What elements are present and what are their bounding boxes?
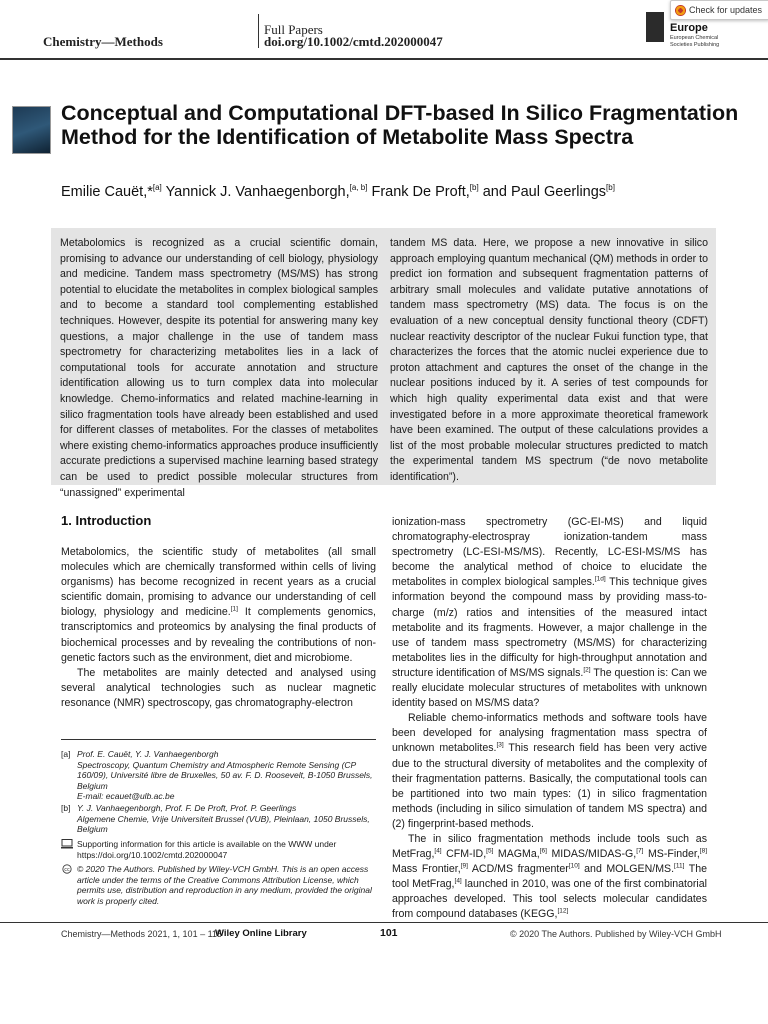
supporting-info-note	[61, 839, 381, 860]
paragraph-text: MS-Finder,	[643, 848, 700, 861]
author-affiliation: [a, b]	[349, 183, 368, 192]
publisher-logo-icon	[646, 12, 664, 42]
copyright-text: © 2020 The Authors. Published by Wiley-VCH GmbH. This is an open access article under the terms of the Creative Commons Attribution License, which permits use, distribution and reproduction in any medium, provided the original work is properly cited.	[77, 864, 372, 906]
author-name: Frank De Proft,	[371, 183, 470, 200]
body-column-left	[61, 545, 376, 711]
paragraph-text: The tool MetFrag,	[392, 863, 707, 891]
paragraph: The metabolites are mainly detected and analysed using several analytical technologies such as nuclear magnetic resonance (NMR) spectroscopy, gas chromatography-electron	[61, 666, 376, 709]
paragraph-text: The question is: Can we really elucidate molecular structures of metabolites with unknown identity based on MS/MS data?	[392, 666, 707, 710]
footer-copyright: © 2020 The Authors. Published by Wiley-VCH GmbH	[510, 929, 722, 939]
abstract-column-right: tandem MS data. Here, we propose a new innovative in silico approach employing quantum mechanical (QM) methods in order to predict ion formation and subsequent fragmentation patterns of arbitrary small molecules and validate putative annotations of tandem mass spectrometry (MS) data. The focus is on the evaluation of a new conceptual density functional theory (CDFT) nuclear reactivity descriptor of the nuclear Fukui function type, that characterizes the forces that the atomic nuclei experience due to proton attachment and captures the onset of the change in the nuclear positions induced by it. A series of test compounds for which high quality experimental data exist and that were investigated before in a more approximate theoretical framework have been examined. The output of these calculations provides a list of the most probable molecular structures predicted to match the experimental tandem MS spectrum (“de novo metabolite identification”).	[390, 237, 708, 483]
paragraph-text: This research field has been very active due to the structural diversity of metabolites and the complexity of their fragmentation patterns. Basically, the computational tools can be partitioned into two main types: (1) in silico fragmentation methods (including in silico simulation of tandem MS spectra) and (2) fingerprint-based methods.	[392, 742, 707, 830]
affiliation-address: Algemene Chemie, Vrije Universiteit Brussel (VUB), Pleinlaan, 1050 Brussels, Belgium	[77, 813, 370, 834]
paragraph-text: Metabolomics, the scientific study of metabolites (all small molecules which are chemically transformed within cells of living organisms) has become recognized in recent years as a crucial scientific domain, promising to advance our understanding of cell biology, physiology and medicine.	[61, 546, 376, 619]
citation-ref[interactable]: [1]	[230, 605, 238, 613]
affiliation-names: Prof. E. Cauët, Y. J. Vanhaegenborgh	[77, 749, 219, 759]
author-name: Yannick J. Vanhaegenborgh,	[165, 183, 350, 200]
citation-ref[interactable]: [5]	[486, 847, 494, 855]
citation-ref[interactable]: [10]	[568, 862, 580, 870]
paragraph-text: ACD/MS fragmenter	[467, 863, 569, 876]
wiley-online-library-link[interactable]: Wiley Online Library	[215, 928, 307, 939]
section-heading: 1. Introduction	[61, 513, 152, 528]
footnote-tag: [b]	[61, 803, 71, 813]
citation-ref[interactable]: [11]	[674, 862, 685, 870]
paragraph-text: ionization-mass spectrometry (GC-EI-MS) and liquid chromatography-electrospray ionization-tandem mass spectrometry (LC-ESI-MS/MS). Recently, LC-ESI-MS/MS has become the analytical method of choice to elucidate the metabolites in complex biological samples.	[392, 516, 707, 589]
citation-ref[interactable]: [7]	[636, 847, 644, 855]
supporting-info-text[interactable]: Supporting information for this article is available on the WWW under https://doi.org/10.1002/cmtd.202000047	[77, 839, 337, 860]
author-list	[61, 183, 615, 200]
section-label: Full Papers	[264, 22, 323, 37]
paragraph	[392, 515, 707, 711]
body-column-right	[392, 515, 707, 923]
affiliation-names: Y. J. Vanhaegenborgh, Prof. F. De Proft, Prof. P. Geerlings	[77, 803, 297, 813]
author-affiliation: [a]	[152, 183, 162, 192]
author-name: Emilie Cauët,*	[61, 183, 153, 200]
header-divider	[258, 14, 259, 48]
paragraph-text: and MOLGEN/MS.	[579, 863, 675, 876]
check-for-updates-button[interactable]	[670, 0, 768, 20]
svg-text:cc: cc	[64, 867, 70, 874]
author-affiliation: [b]	[469, 183, 479, 192]
computer-icon	[61, 839, 73, 849]
contact-email[interactable]: E-mail: ecauet@ulb.ac.be	[77, 791, 175, 801]
paragraph	[61, 545, 376, 666]
author-affiliation: [b]	[606, 183, 615, 192]
affiliation-footnote	[61, 803, 381, 835]
article-title: Conceptual and Computational DFT-based In Silico Fragmentation Method for the Identification of Metabolite Mass Spectra	[61, 101, 739, 149]
citation-ref[interactable]: [3]	[496, 741, 504, 749]
citation-ref[interactable]: [6]	[539, 847, 547, 855]
abstract-box	[51, 228, 716, 499]
paragraph-text: Mass Frontier,	[392, 863, 461, 876]
publisher-subtitle: European Chemical Societies Publishing	[670, 35, 720, 48]
open-access-note	[61, 864, 381, 906]
publisher-name: Europe	[670, 22, 708, 34]
header-rule	[0, 58, 768, 60]
citation-ref[interactable]: [12]	[557, 907, 569, 915]
creative-commons-icon	[61, 864, 73, 874]
citation-ref[interactable]: [4]	[434, 847, 442, 855]
journal-title: Chemistry—Methods	[43, 34, 163, 49]
paragraph-text: MIDAS/MIDAS-G,	[546, 848, 637, 861]
citation-ref[interactable]: [4]	[454, 877, 462, 885]
affiliation-address: Spectroscopy, Quantum Chemistry and Atmospheric Remote Sensing (CP 160/09), Université libre de Bruxelles, 50 av. F. D. Roosevelt, B-1050 Brussels, Belgium	[77, 759, 373, 791]
paragraph-text: This technique gives information beyond the compound mass by providing mass-to-charge (m/z) ratios and intensities of the measured intact metabolite and its fragments. However, a major challenge in the use of tandem mass spectrometry (MS/MS) for characterizing metabolites lies in the difficulty for high-throughput annotation and structure identification of MS/MS signals.	[392, 576, 707, 679]
check-for-updates-label: Check for updates	[689, 5, 763, 15]
crossmark-icon	[675, 5, 686, 16]
journal-cover-thumbnail	[12, 106, 51, 154]
citation-ref[interactable]: [1d]	[594, 575, 606, 583]
citation-ref[interactable]: [2]	[583, 666, 591, 674]
footer-citation: Chemistry—Methods 2021, 1, 101 – 115	[61, 929, 222, 939]
paragraph-text: The in silico fragmentation methods include tools such as MetFrag,	[392, 832, 707, 861]
paragraph-text: It complements genomics, transcriptomics and proteomics by analysing the final products of biochemical processes and by revealing the contributions of non-genetic factors such as the environment, diet and microbiome.	[61, 606, 376, 664]
paragraph-text: CFM-ID,	[441, 848, 487, 861]
footer-rule	[0, 922, 768, 923]
abstract-column-left: Metabolomics is recognized as a crucial scientific domain, promising to advance our understanding of cell biology, physiology and medicine. Tandem mass spectrometry (MS/MS) has strong potential to elucidate the metabolites in complex biological samples and to become a standard tool complementing established techniques. However, despite its potential for answering many key questions, a major challenge in the use of tandem mass spectrometry for characterizing metabolites lies in a lack of computational tools for accurate annotation and structure identification allowing us to turn complex data into molecular knowledge. Chemo-informatics and related machine-learning in silico fragmentation tools have already been established and used for different classes of metabolites. For the classes of metabolites where existing chemo-informatics approaches produce insufficiently accurate predictions a supervised machine learning based strategy can be used to predict possible molecular structures from “unassigned” experimental	[60, 237, 378, 499]
page-number: 101	[380, 927, 398, 939]
paragraph	[392, 711, 707, 832]
paragraph	[392, 832, 707, 923]
paragraph-text: MAGMa,	[493, 848, 540, 861]
affiliation-footnote	[61, 749, 381, 802]
author-name: and Paul Geerlings	[482, 183, 607, 200]
citation-ref[interactable]: [8]	[699, 847, 708, 855]
footnote-tag: [a]	[61, 749, 71, 759]
citation-ref[interactable]: [9]	[460, 862, 468, 870]
paragraph-text: Reliable chemo-informatics methods and software tools have been developed for analysing fragmentation mass spectra of unknown metabolites.	[392, 712, 707, 755]
footnote-rule	[61, 739, 376, 740]
doi-link[interactable]: doi.org/10.1002/cmtd.202000047	[264, 34, 443, 49]
paragraph-text: launched in 2010, was one of the first combinatorial approaches developed. This tool selects molecular candidates from compound databases (KEGG,	[392, 878, 707, 921]
